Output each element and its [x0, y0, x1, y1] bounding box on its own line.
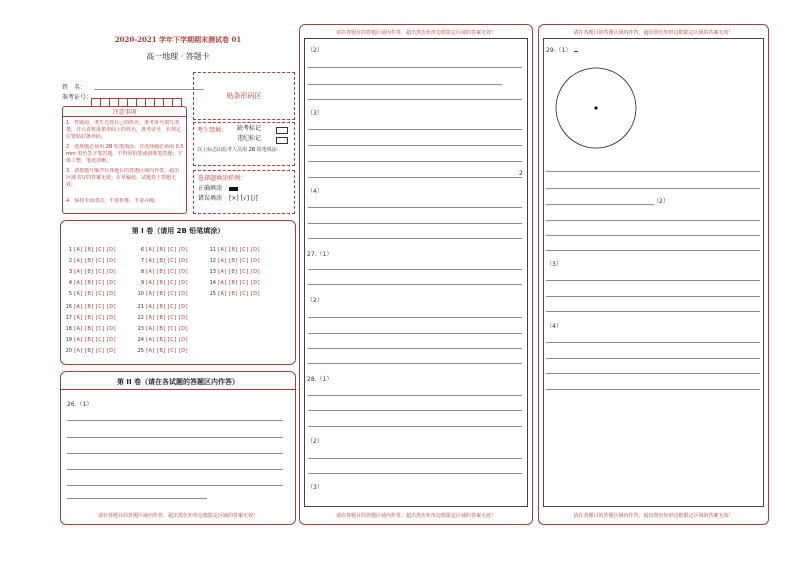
q29-2-label: （2） [653, 198, 669, 205]
answer-line[interactable] [546, 204, 654, 205]
mcq-row[interactable]: 2 [A] [B] [C] [D] [68, 258, 117, 264]
answer-line[interactable] [546, 250, 760, 251]
answer-line[interactable] [308, 473, 522, 474]
answer-line[interactable] [308, 145, 522, 146]
answer-line[interactable] [308, 129, 522, 130]
mcq-row[interactable]: 11 [A] [B] [C] [D] [209, 247, 261, 253]
answer-line[interactable] [308, 363, 522, 364]
correct-fill-mark [229, 187, 238, 191]
q4-label: （4） [307, 188, 323, 195]
answer-line[interactable] [67, 485, 283, 486]
q2-label: （2） [307, 47, 323, 54]
answer-line[interactable] [546, 358, 760, 359]
absent-title: 考生禁填： [197, 127, 228, 134]
answer-line[interactable] [308, 238, 522, 239]
exam-title: 2020-2021 学年下学期期末测试卷 01 [114, 35, 242, 44]
answer-line[interactable] [546, 342, 760, 343]
notice-item: 3．请按题号顺序在各题目的答题区域内作答，超出区域书写的答案无效；在草稿纸、试题卷上答题无效。 [66, 168, 180, 188]
section1-title: 第 I 卷（请用 2B 铅笔填涂） [131, 227, 225, 235]
mcq-row[interactable]: 1 [A] [B] [C] [D] [68, 247, 117, 253]
answer-line[interactable] [308, 410, 522, 411]
violation-mark-box[interactable] [276, 137, 288, 144]
answer-line[interactable] [546, 311, 760, 312]
answer-line[interactable] [308, 426, 522, 427]
q29-1-label: 29.（1） [546, 47, 572, 54]
answer-line[interactable] [67, 453, 283, 454]
barcode-label: 贴条形码区 [226, 92, 262, 100]
warning-text: 请在各题目的答题区域内作答，超出黑色矩形边框限定区域的答案无效！ [335, 513, 496, 519]
q29-4-label: （4） [546, 323, 562, 330]
mcq-row[interactable]: 13 [A] [B] [C] [D] [209, 269, 261, 275]
q29-1-blank[interactable] [574, 51, 578, 52]
answer-line[interactable] [67, 469, 283, 470]
mcq-row[interactable]: 24 [A] [B] [C] [D] [137, 337, 189, 343]
mcq-row[interactable]: 6 [A] [B] [C] [D] [140, 247, 189, 253]
name-field[interactable] [94, 89, 204, 90]
answer-line[interactable] [308, 317, 522, 318]
answer-line[interactable] [546, 280, 760, 281]
answer-line[interactable] [546, 235, 760, 236]
answer-line[interactable] [308, 161, 522, 162]
mcq-row[interactable]: 4 [A] [B] [C] [D] [68, 280, 117, 286]
answer-line[interactable] [308, 348, 522, 349]
mcq-row[interactable]: 23 [A] [B] [C] [D] [137, 326, 189, 332]
mcq-row[interactable]: 9 [A] [B] [C] [D] [140, 280, 189, 286]
q26-label: 26.（1） [67, 401, 93, 408]
q29-3-label: （3） [546, 261, 562, 268]
answer-line[interactable] [546, 188, 760, 189]
q3-label: （3） [307, 110, 323, 117]
answer-line[interactable] [308, 333, 522, 334]
mcq-row[interactable]: 15 [A] [B] [C] [D] [209, 291, 261, 297]
q27-2-label: （2） [307, 297, 323, 304]
notice-item: 4．保持卡面清洁，不要折叠、不要弄破。 [66, 198, 160, 204]
wrong-fill-label: 错误填涂 [198, 195, 223, 202]
answer-line[interactable] [546, 296, 760, 297]
mcq-row[interactable]: 3 [A] [B] [C] [D] [68, 269, 117, 275]
mcq-row[interactable]: 19 [A] [B] [C] [D] [65, 337, 117, 343]
mcq-row[interactable]: 25 [A] [B] [C] [D] [137, 348, 189, 354]
wrong-fill-marks: [×] [√] [/] [229, 195, 258, 202]
section2-title-rule [60, 389, 296, 390]
answer-line[interactable] [308, 458, 522, 459]
mcq-row[interactable]: 22 [A] [B] [C] [D] [137, 315, 189, 321]
circle-diagram [554, 66, 638, 150]
name-label: 姓 名： [62, 84, 87, 91]
answer-line[interactable] [308, 84, 502, 85]
answer-line[interactable] [308, 67, 522, 68]
mcq-row[interactable]: 12 [A] [B] [C] [D] [209, 258, 261, 264]
fill-example-title: 选择题填涂样例： [198, 175, 247, 182]
absent-note: 以上标志由监考人员用 2B 铅笔填涂 [197, 147, 277, 153]
answer-line[interactable] [546, 171, 760, 172]
q28-1-label: 28.（1） [307, 376, 333, 383]
absent-mark-box[interactable] [276, 127, 288, 134]
section2-title: 第 II 卷（请在各试题的答题区内作答） [116, 378, 240, 386]
q28-2-label: （2） [307, 438, 323, 445]
mcq-row[interactable]: 16 [A] [B] [C] [D] [65, 304, 117, 310]
violation-label: 违纪标记 [237, 135, 262, 142]
section2-box [60, 371, 296, 525]
answer-line[interactable] [308, 207, 522, 208]
answer-line[interactable] [308, 223, 522, 224]
answer-line[interactable] [67, 498, 207, 499]
q28-3-label: （3） [307, 484, 323, 491]
mcq-row[interactable]: 8 [A] [B] [C] [D] [140, 269, 189, 275]
notice-item: 2．选择题必须用 2B 铅笔填涂；非选择题必须用 0.5 mm 黑色签字笔答题，不得用铅笔或圆珠笔答题；字体工整、笔迹清晰。 [66, 144, 184, 164]
warning-text: 请在各题目的答题区域内作答，超出黑色矩形边框限定区域的答案无效！ [97, 513, 258, 519]
warning-text: 请在各题目的答题区域内作答，超出黑色矩形边框限定区域的答案无效！ [573, 30, 734, 36]
mcq-row[interactable]: 20 [A] [B] [C] [D] [65, 348, 117, 354]
absent-label: 缺考标记 [237, 125, 262, 132]
mcq-row[interactable]: 10 [A] [B] [C] [D] [137, 291, 189, 297]
answer-line[interactable] [67, 437, 283, 438]
notice-item: 1．答题前，考生先将自己的姓名，准考证号填写清楚，并认真核准条形码上的姓名、准考证号，在规定位置贴好条形码。 [66, 120, 182, 140]
correct-fill-label: 正确填涂 [198, 185, 223, 192]
warning-text: 请在各题目的答题区域内作答，超出黑色矩形边框限定区域的答案无效！ [335, 30, 496, 36]
id-label: 准考证号： [62, 94, 93, 101]
mcq-row[interactable]: 18 [A] [B] [C] [D] [65, 326, 117, 332]
answer-line[interactable] [546, 373, 760, 374]
answer-line[interactable] [308, 99, 522, 100]
answer-line[interactable] [308, 395, 522, 396]
mcq-row[interactable]: 21 [A] [B] [C] [D] [137, 304, 189, 310]
answer-line[interactable] [308, 284, 522, 285]
answer-line[interactable] [308, 269, 522, 270]
answer-line[interactable] [308, 177, 522, 178]
answer-line[interactable] [546, 220, 760, 221]
mcq-row[interactable]: 7 [A] [B] [C] [D] [140, 258, 189, 264]
id-field[interactable] [92, 92, 182, 101]
column2-inner-box [304, 38, 528, 507]
mcq-row[interactable]: 14 [A] [B] [C] [D] [209, 280, 261, 286]
warning-text: 请在各题目的答题区域内作答，超出黑色矩形边框限定区域的答案无效！ [573, 513, 734, 519]
answer-line[interactable] [546, 389, 760, 390]
mcq-row[interactable]: 17 [A] [B] [C] [D] [65, 315, 117, 321]
answer-line[interactable] [67, 420, 283, 421]
score-mark: 2 [519, 170, 523, 177]
notice-title: 注意事项 [62, 107, 187, 117]
q27-1-label: 27.（1） [307, 251, 333, 258]
subject-title: 高一地理 · 答题卡 [146, 52, 210, 61]
mcq-row[interactable]: 5 [A] [B] [C] [D] [68, 291, 117, 297]
